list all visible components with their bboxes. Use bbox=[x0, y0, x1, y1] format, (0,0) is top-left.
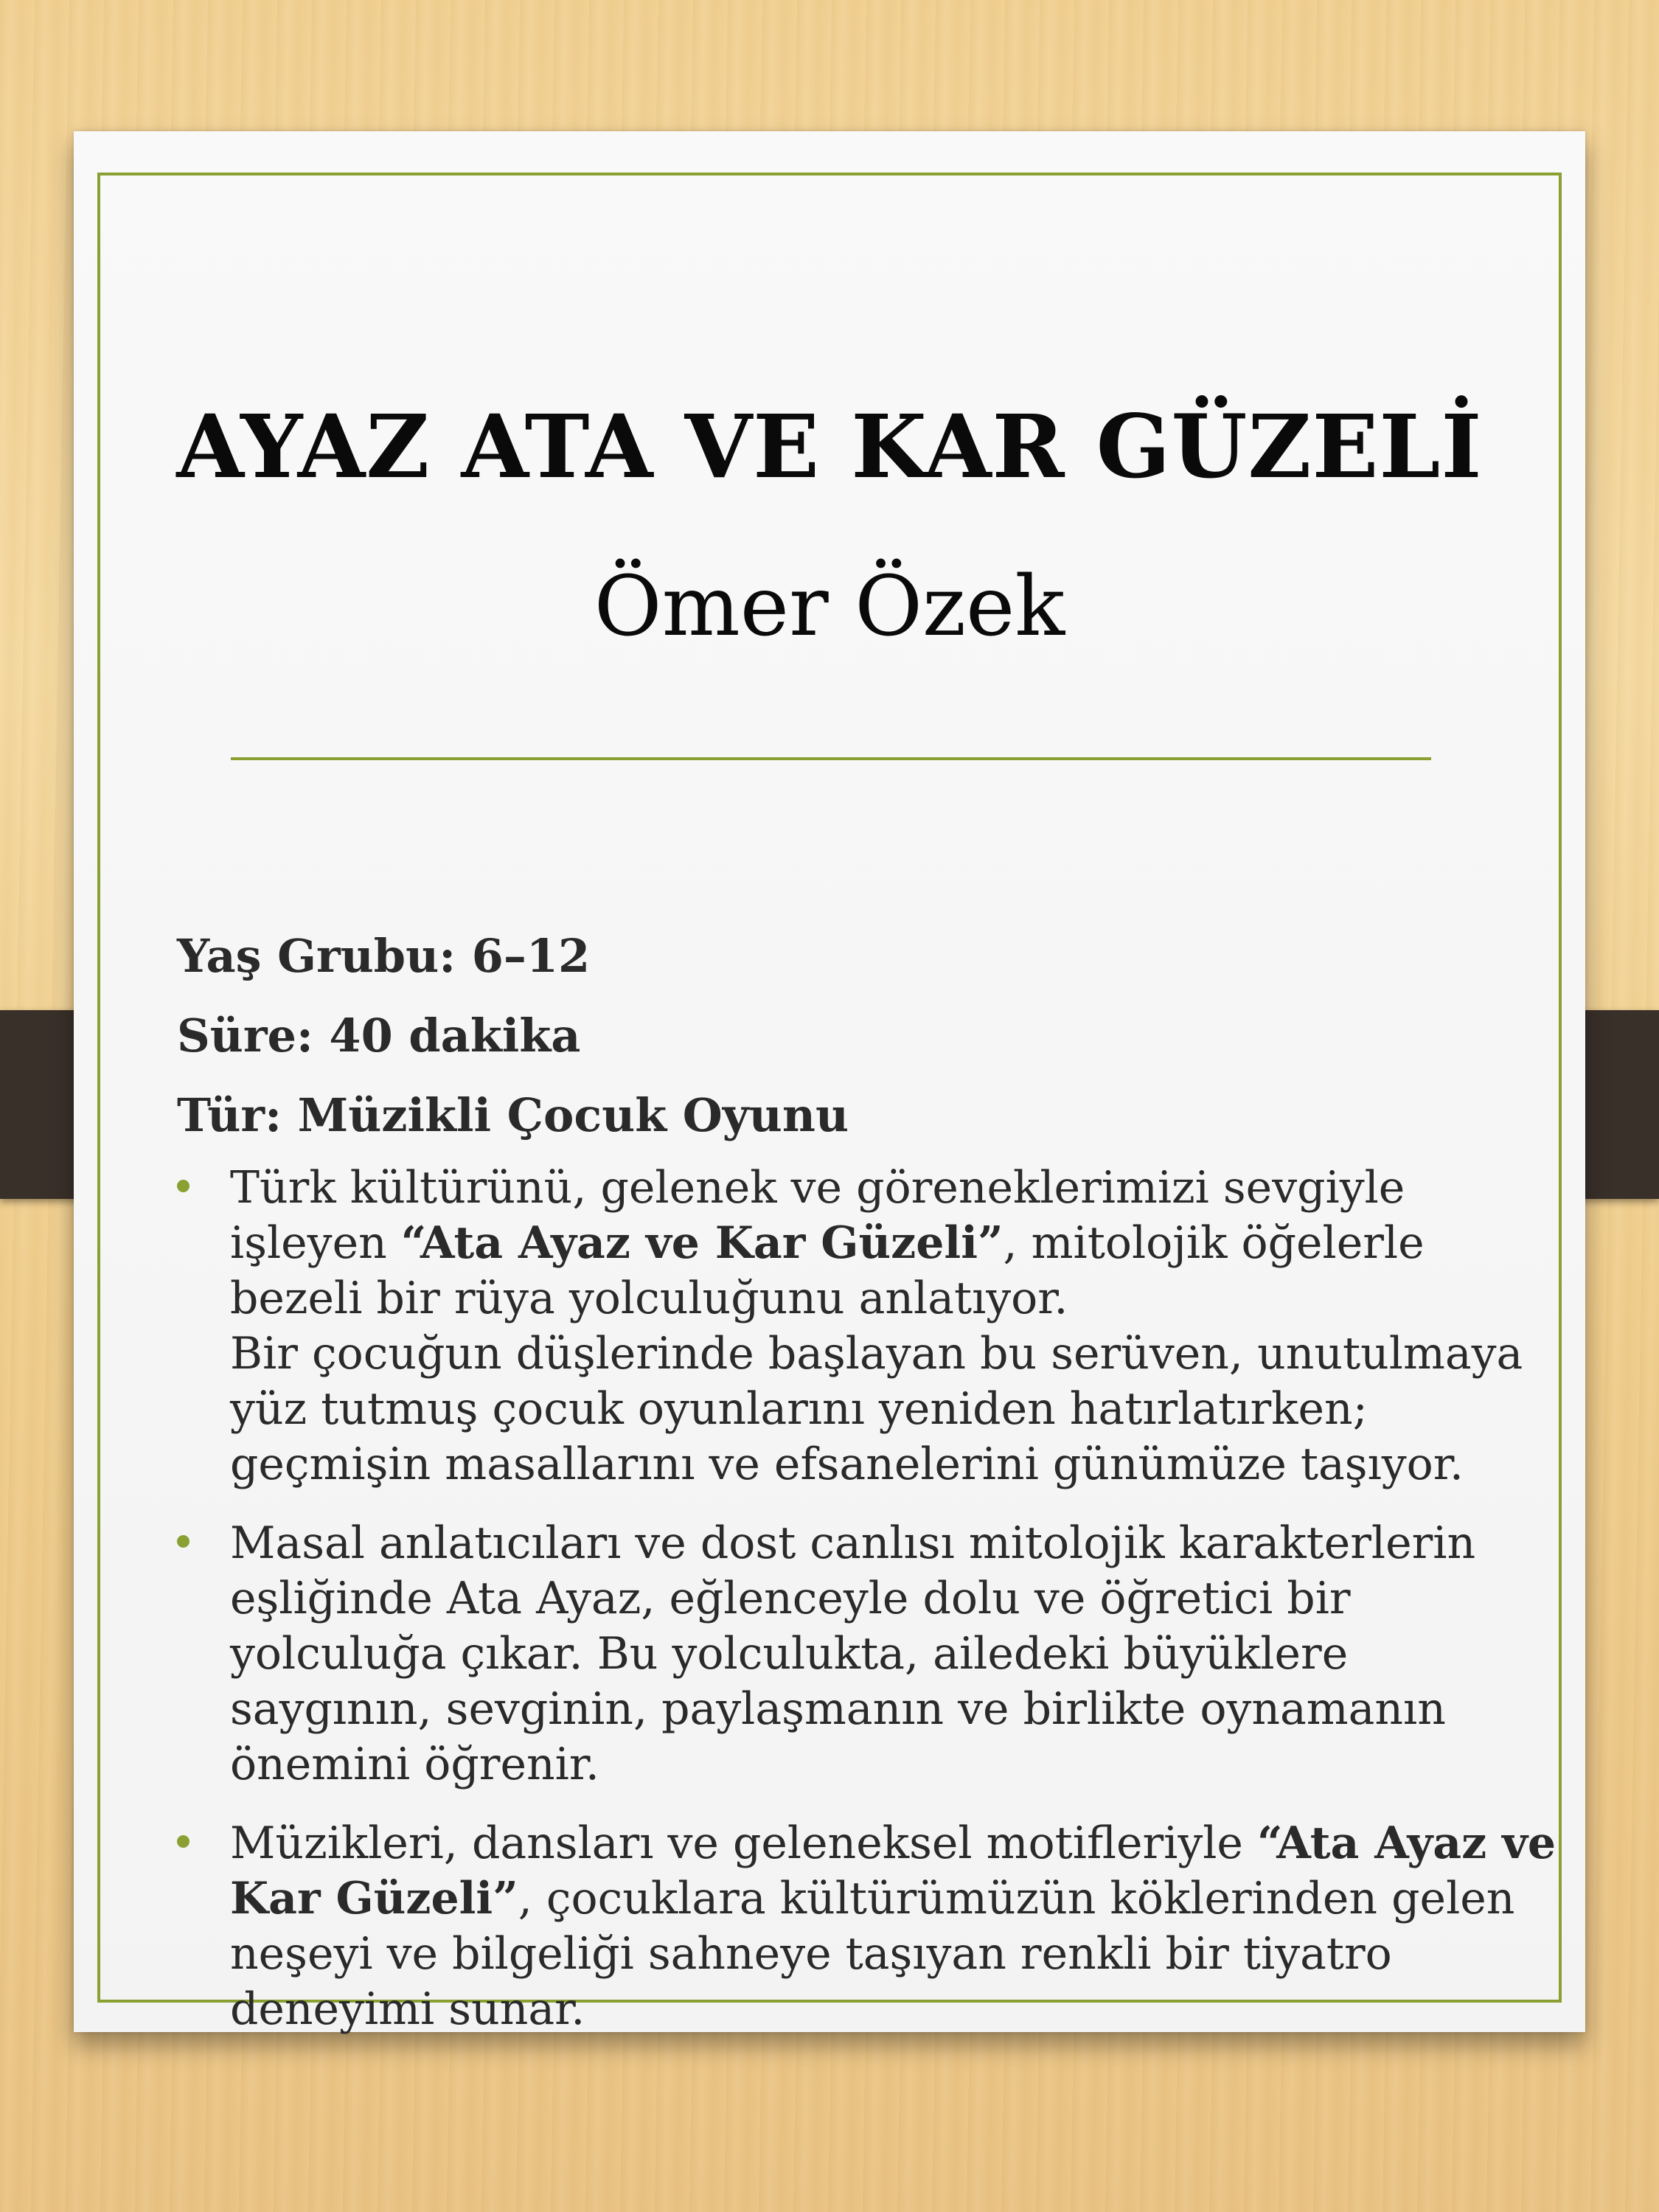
author-name: Ömer Özek bbox=[594, 559, 1065, 655]
bullet-icon bbox=[177, 1180, 189, 1192]
bullet-1-paragraph-1: Türk kültürünü, gelenek ve göreneklerimizi sevgiyle işleyen “Ata Ayaz ve Kar Güzeli”, mitolojik öğelerle bezeli bir rüya yolculuğunu anlatıyor. bbox=[230, 1162, 1425, 1324]
duration: Süre: 40 dakika bbox=[177, 1009, 581, 1062]
list-item: Müzikleri, dansları ve geleneksel motifleriyle “Ata Ayaz ve Kar Güzeli”, çocuklara kültürümüzün köklerinden gelen neşeyi ve bilgeliği sahneye taşıyan renkli bir tiyatro deneyimi sunar. bbox=[177, 1816, 1563, 2037]
bullet-1-paragraph-2: Bir çocuğun düşlerinde başlayan bu serüven, unutulmaya yüz tutmuş çocuk oyunlarını yeniden hatırlatırken; geçmişin masallarını ve efsanelerini günümüze taşıyor. bbox=[230, 1328, 1523, 1490]
age-group: Yaş Grubu: 6–12 bbox=[177, 929, 591, 983]
bullet-2-text: Masal anlatıcıları ve dost canlısı mitolojik karakterlerin eşliğinde Ata Ayaz, eğlenceyle dolu ve öğretici bir yolculuğa çıkar. Bu yolculukta, ailedeki büyüklere saygının, sevginin, paylaşmanın ve birlikte oynamanın önemini öğrenir. bbox=[230, 1517, 1476, 1790]
description-list bbox=[177, 1161, 1563, 2061]
list-item bbox=[177, 1161, 1563, 1492]
slide-title: AYAZ ATA VE KAR GÜZELİ bbox=[176, 395, 1483, 498]
bullet-icon bbox=[177, 1835, 189, 1848]
genre: Tür: Müzikli Çocuk Oyunu bbox=[177, 1088, 849, 1142]
slide-card bbox=[74, 131, 1585, 2035]
title-divider bbox=[231, 757, 1431, 760]
bullet-icon bbox=[177, 1535, 189, 1548]
list-item bbox=[177, 1516, 1563, 1792]
